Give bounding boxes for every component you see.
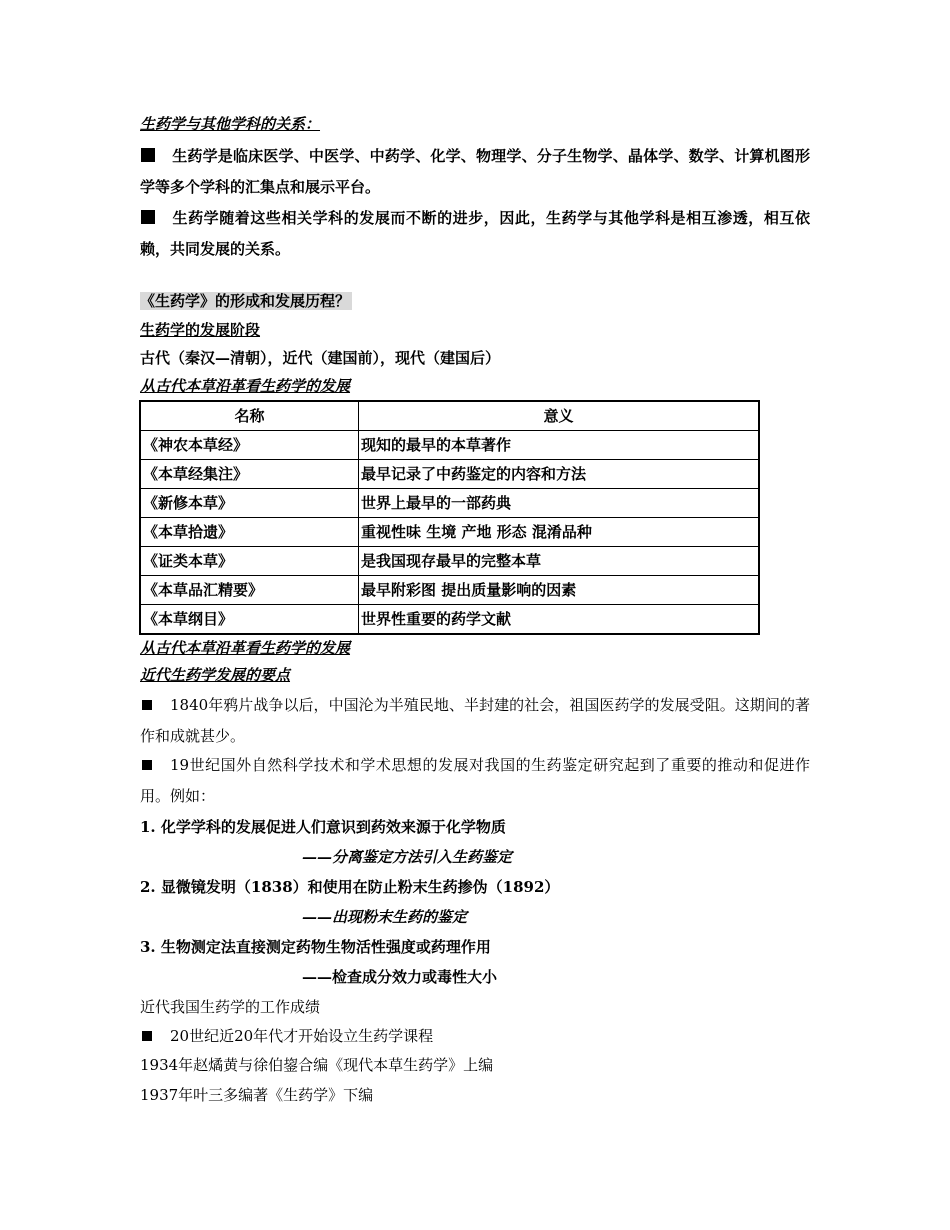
table-cell-name: 《新修本草》 bbox=[140, 489, 359, 518]
achievement-line: 1937年叶三多编著《生药学》下编 bbox=[140, 1086, 374, 1104]
numbered-item-sub: ——出现粉末生药的鉴定 bbox=[302, 908, 468, 926]
square-bullet-icon bbox=[141, 148, 155, 162]
stages-title: 生药学的发展阶段 bbox=[140, 321, 261, 339]
table-cell-name: 《本草经集注》 bbox=[140, 460, 359, 489]
numbered-item: 3. 生物测定法直接测定药物生物活性强度或药理作用 bbox=[140, 938, 491, 956]
table-cell-name: 《本草纲目》 bbox=[140, 605, 359, 635]
bullet-paragraph: 19世纪国外自然科学技术和学术思想的发展对我国的生药鉴定研究起到了重要的推动和促进作用。例如： bbox=[140, 756, 810, 805]
table-row bbox=[140, 518, 759, 547]
table-cell-meaning: 是我国现存最早的完整本草 bbox=[359, 547, 760, 576]
table-row bbox=[140, 431, 759, 460]
numbered-item: 1. 化学学科的发展促进人们意识到药效来源于化学物质 bbox=[140, 818, 506, 836]
numbered-item-sub: ——检查成分效力或毒性大小 bbox=[302, 968, 498, 986]
bullet-paragraph: 生药学随着这些相关学科的发展而不断的进步，因此，生药学与其他学科是相互渗透，相互依赖，共同发展的关系。 bbox=[140, 209, 810, 258]
table-cell-name: 《证类本草》 bbox=[140, 547, 359, 576]
table-cell-name: 《神农本草经》 bbox=[140, 431, 359, 460]
table-cell-meaning: 最早记录了中药鉴定的内容和方法 bbox=[359, 460, 760, 489]
table-cell-name: 《本草品汇精要》 bbox=[140, 576, 359, 605]
square-bullet-icon bbox=[142, 700, 152, 710]
table-row bbox=[140, 489, 759, 518]
table-header-name: 名称 bbox=[140, 401, 359, 431]
numbered-item: 2. 显微镜发明（1838）和使用在防止粉末生药掺伪（1892） bbox=[140, 878, 560, 896]
section-title-modern: 近代生药学发展的要点 bbox=[140, 666, 291, 684]
square-bullet-icon bbox=[141, 210, 155, 224]
bullet-paragraph: 1840年鸦片战争以后，中国沦为半殖民地、半封建的社会，祖国医药学的发展受阻。这期间的著作和成就甚少。 bbox=[140, 696, 810, 745]
table-cell-name: 《本草拾遗》 bbox=[140, 518, 359, 547]
table-row bbox=[140, 547, 759, 576]
numbered-item-sub: ——分离鉴定方法引入生药鉴定 bbox=[302, 848, 513, 866]
table-row bbox=[140, 460, 759, 489]
bullet-paragraph: 生药学是临床医学、中医学、中药学、化学、物理学、分子生物学、晶体学、数学、计算机图形学等多个学科的汇集点和展示平台。 bbox=[140, 147, 810, 196]
table-cell-meaning: 重视性味 生境 产地 形态 混淆品种 bbox=[359, 518, 760, 547]
stages-text: 古代（秦汉—清朝），近代（建国前），现代（建国后） bbox=[140, 349, 501, 367]
herbal-history-table bbox=[139, 400, 760, 635]
bullet-paragraph: 20世纪近20年代才开始设立生药学课程 bbox=[140, 1022, 810, 1050]
table-header-meaning: 意义 bbox=[359, 401, 760, 431]
table-row bbox=[140, 605, 759, 635]
achievement-line: 1934年赵燏黄与徐伯鋆合编《现代本草生药学》上编 bbox=[140, 1056, 494, 1074]
section-title-relations: 生药学与其他学科的关系： bbox=[140, 115, 321, 133]
after-table-caption: 从古代本草沿革看生药学的发展 bbox=[140, 639, 351, 657]
table-cell-meaning: 现知的最早的本草著作 bbox=[359, 431, 760, 460]
table-caption: 从古代本草沿革看生药学的发展 bbox=[140, 377, 351, 395]
document-page bbox=[140, 111, 810, 1110]
square-bullet-icon bbox=[142, 760, 152, 770]
question-heading: 《生药学》的形成和发展历程？ bbox=[140, 292, 351, 310]
table-header-row bbox=[140, 401, 759, 431]
table-cell-meaning: 世界性重要的药学文献 bbox=[359, 605, 760, 635]
table-row bbox=[140, 576, 759, 605]
square-bullet-icon bbox=[142, 1031, 152, 1041]
table-cell-meaning: 最早附彩图 提出质量影响的因素 bbox=[359, 576, 760, 605]
table-cell-meaning: 世界上最早的一部药典 bbox=[359, 489, 760, 518]
section-title-achievements: 近代我国生药学的工作成绩 bbox=[140, 998, 321, 1016]
